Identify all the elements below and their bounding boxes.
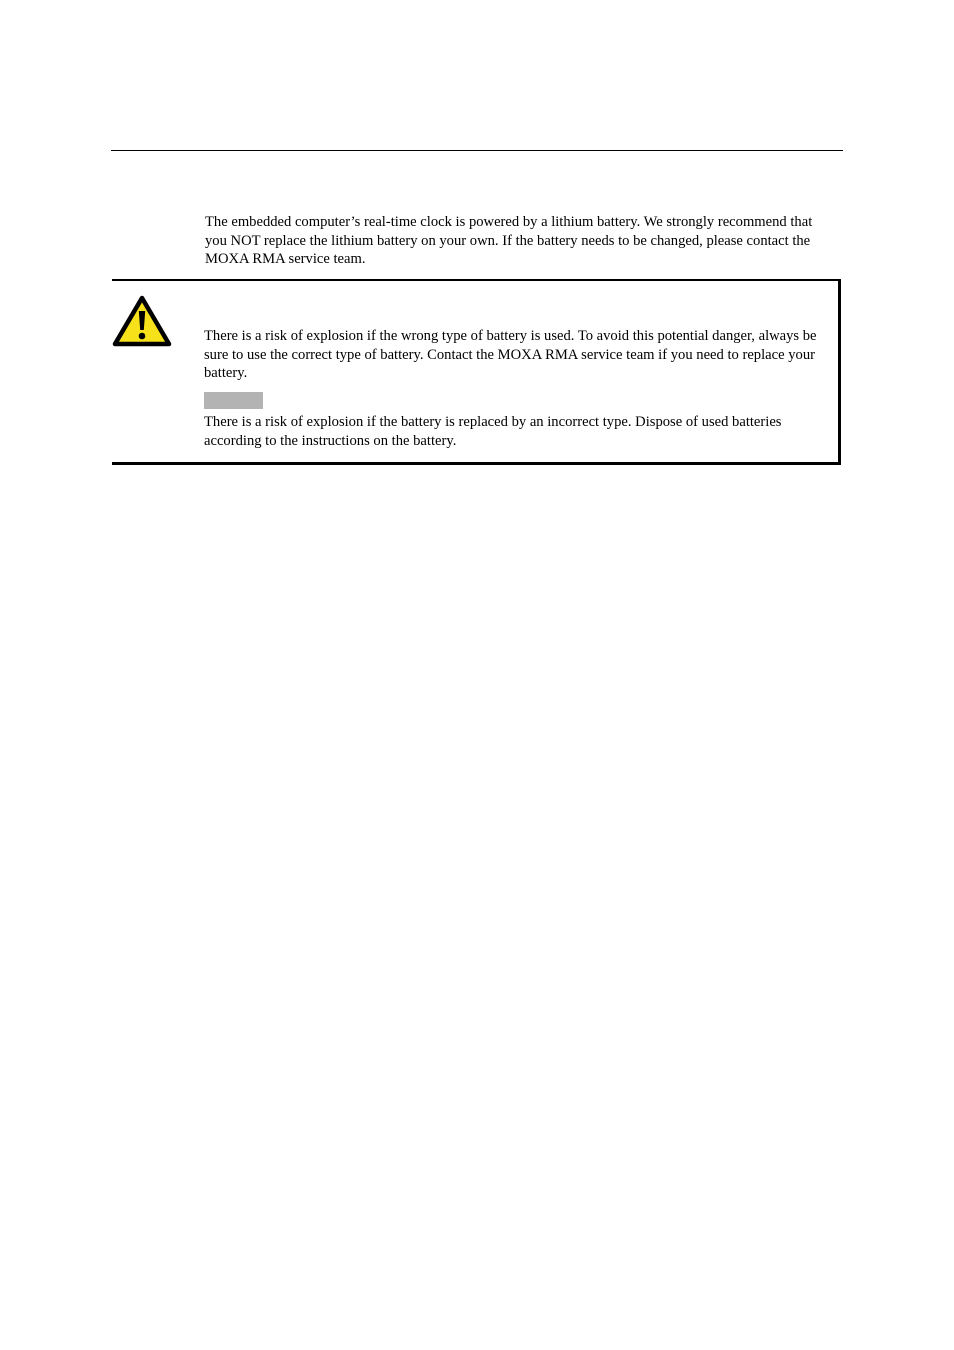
label-placeholder-block [204,392,263,409]
warning-box [112,279,841,465]
intro-paragraph: The embedded computer’s real-time clock is powered by a lithium battery. We strongly recommend that you NOT replace the lithium battery on your own. If the battery needs to be changed, please contact the MOXA RMA service team. [205,214,813,268]
warning-paragraph-2: There is a risk of explosion if the battery is replaced by an incorrect type. Dispose of used batteries according to the instructions on the battery. [204,414,782,449]
warning-triangle-icon [112,295,172,347]
header-rule [111,150,843,151]
warning-paragraph-1: There is a risk of explosion if the wrong type of battery is used. To avoid this potential danger, always be sure to use the correct type of battery. Contact the MOXA RMA service team if you need to replace your battery. [204,328,817,382]
